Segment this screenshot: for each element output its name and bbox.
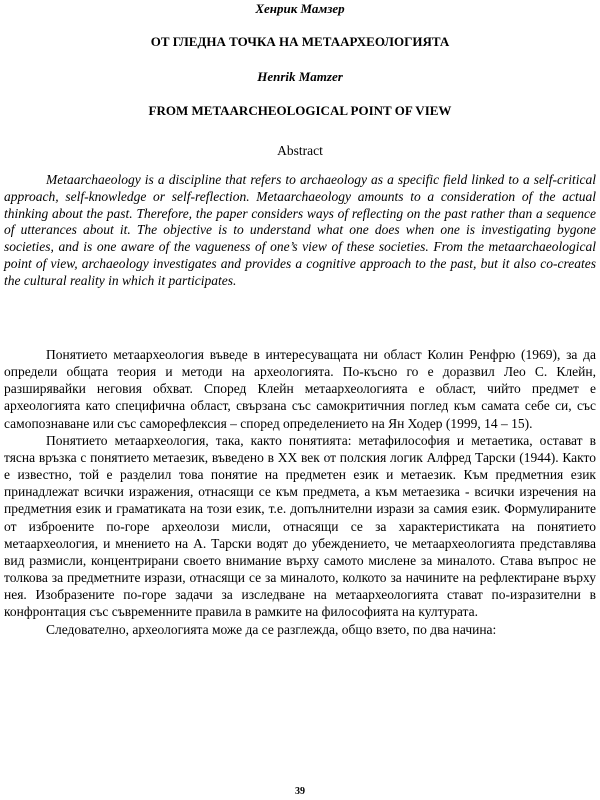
abstract-text: Metaarchaeology is a discipline that refers to archaeology as a specific field linked to a self-critical approach, self-knowledge or self-reflection. Metaarchaeology amounts to a consideration of the actual thinking about the past. Therefore, the paper considers ways of reflecting on the past rather than a sequence of utterances about it. The objective is to understand what one does when one is investigating bygone societies, and is one aware of the vagueness of one’s view of these societies. From the metaarchaeological point of view, archaeology investigates and provides a cognitive approach to the past, but it also co-creates the cultural reality in which it participates.: [4, 172, 596, 288]
body-paragraph: Понятието метаархеология въведе в интересуващата ни област Колин Ренфрю (1969), за да определи общата теория и методи на археологията. По-късно го е доразвил Лео С. Клейн, разширявайки неговия обхват. Според Клейн метаархеологията е област, чийто предмет е археологията като специфична област, свързана със самокритичния поглед към самата себе си, със самопознаване или със саморефлексия – според определението на Ян Ходер (1999, 14 – 15).: [4, 347, 596, 431]
author-name-bulgarian: Хенрик Мамзер: [255, 1, 345, 16]
page-number: 39: [295, 786, 305, 797]
abstract-heading: Abstract: [277, 143, 323, 158]
paper-title-bulgarian: ОТ ГЛЕДНА ТОЧКА НА МЕТААРХЕОЛОГИЯТА: [150, 34, 450, 49]
body-text: [4, 346, 596, 638]
body-paragraph: Понятието метаархеология, така, както понятията: метафилософия и метаетика, остават в тясна връзка с понятието метаезик, въведено в XX век от полския логик Алфред Тарски (1944). Както е известно, той е разделил това понятие на предметен език и метаезик. Към предметния език принадлежат всички изражения, отнасящи се към предмета, а към метаезика - всички изречения на предметния език и граматиката на този език, т.е. допълнителни изрази за самия език. Формулираните от изброените по-горе археолози мисли, отнасящи се за характеристиката на понятието метаархеология, и мнението на А. Тарски водят до убеждението, че метаархеологията представлява вид размисли, концентрирани своето внимание върху самото мислене за миналото. Става въпрос не толкова за предметните изрази, отнасящи се за миналото, колкото за начините на рефлектиране върху нея. Изобразените по-горе задачи за изследване на метаархеологията стават по-изразителни в конфронтация със съвременните правила в рамките на философията на културата.: [4, 432, 596, 620]
body-paragraph: Следователно, археологията може да се разглежда, общо взето, по два начина:: [46, 621, 497, 637]
author-name-english: Henrik Mamzer: [257, 69, 343, 84]
paper-title-english: FROM METAARCHEOLOGICAL POINT OF VIEW: [148, 103, 452, 118]
